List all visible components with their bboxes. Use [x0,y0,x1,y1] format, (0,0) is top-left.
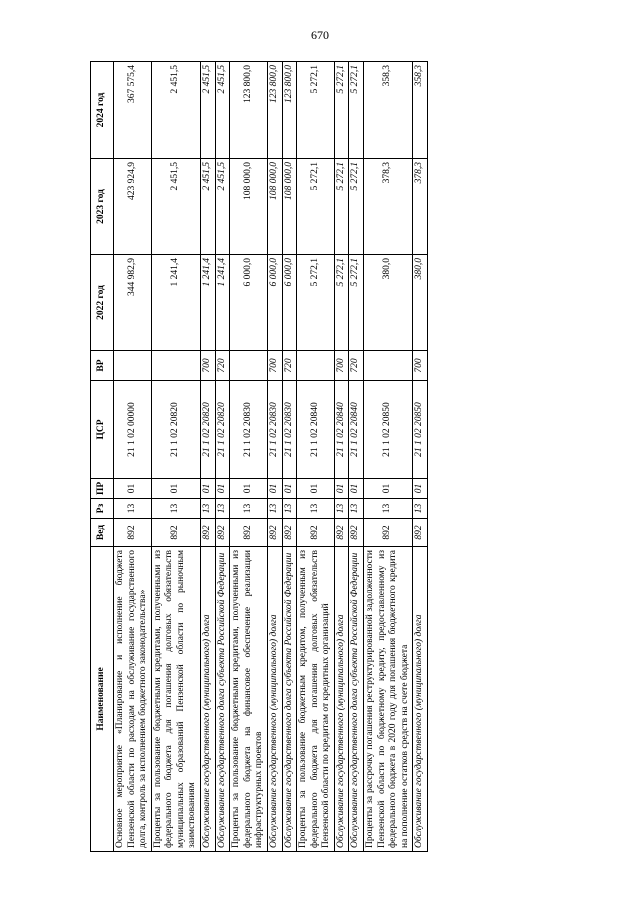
row-ved: 892 [363,519,412,547]
row-pr: 01 [151,479,200,499]
table-row [114,62,152,852]
row-2022: 6 000,0 [230,255,268,351]
row-ved: 892 [282,519,297,547]
row-ved: 892 [230,519,268,547]
row-ved: 892 [151,519,200,547]
row-2024: 5 272,1 [349,62,364,159]
row-2024: 358,3 [413,62,428,159]
row-csr: 21 1 02 20820 [215,381,230,479]
header-2024: 2024 год [91,62,114,159]
row-2022: 5 272,1 [334,255,349,351]
row-name: Обслуживание государственного долга субъекта Российской Федерации [349,547,364,852]
row-vr [151,351,200,381]
row-ved: 892 [215,519,230,547]
row-ved: 892 [114,519,152,547]
header-ved: Вед [91,519,114,547]
table-row [151,62,200,852]
header-2023: 2023 год [91,159,114,255]
header-name: Наименование [91,547,114,852]
row-2022: 6 000,0 [267,255,282,351]
row-rz: 13 [349,499,364,519]
row-rz: 13 [363,499,412,519]
row-csr: 21 1 02 20830 [267,381,282,479]
row-csr: 21 1 02 20850 [363,381,412,479]
row-rz: 13 [215,499,230,519]
row-vr: 700 [413,351,428,381]
row-2022: 1 241,4 [151,255,200,351]
row-vr: 720 [215,351,230,381]
row-rz: 13 [151,499,200,519]
header-csr: ЦСР [91,381,114,479]
row-2024: 123 800,0 [230,62,268,159]
row-2024: 5 272,1 [297,62,335,159]
table-row [267,62,282,852]
row-pr: 01 [267,479,282,499]
row-name: Проценты за пользование бюджетным кредитом, полученным из федерального бюджета для погашения долговых обязательств Пензенской области по кредитам от кредитных организаций [297,547,335,852]
row-2022: 6 000,0 [282,255,297,351]
row-rz: 13 [334,499,349,519]
row-rz: 13 [267,499,282,519]
row-name: Обслуживание государственного долга субъекта Российской Федерации [215,547,230,852]
row-2024: 2 451,5 [151,62,200,159]
row-vr: 700 [334,351,349,381]
table-row [201,62,216,852]
row-name: Обслуживание государственного (муниципального) долга [267,547,282,852]
header-rz: Рз [91,499,114,519]
row-name: Основное мероприятие «Планирование и исполнение бюджета Пензенской области по расходам на обслуживание государственного долга, контроль за исполнением бюджетного законодательства» [114,547,152,852]
row-2022: 380,0 [363,255,412,351]
row-2024: 2 451,5 [201,62,216,159]
row-pr: 01 [114,479,152,499]
table-row [282,62,297,852]
row-ved: 892 [267,519,282,547]
row-2024: 5 272,1 [334,62,349,159]
row-csr: 21 1 02 00000 [114,381,152,479]
row-2023: 423 924,9 [114,159,152,255]
row-pr: 01 [297,479,335,499]
row-ved: 892 [413,519,428,547]
row-2024: 358,3 [363,62,412,159]
row-csr: 21 1 02 20840 [297,381,335,479]
rotated-table-container [90,62,550,852]
row-2023: 378,3 [413,159,428,255]
row-2023: 378,3 [363,159,412,255]
row-csr: 21 1 02 20830 [282,381,297,479]
row-2023: 2 451,5 [151,159,200,255]
row-csr: 21 1 02 20840 [349,381,364,479]
row-rz: 13 [230,499,268,519]
row-csr: 21 1 02 20840 [334,381,349,479]
row-name: Обслуживание государственного (муниципального) долга [201,547,216,852]
row-2022: 344 982,9 [114,255,152,351]
row-csr: 21 1 02 20830 [230,381,268,479]
header-row [91,62,114,852]
row-pr: 01 [230,479,268,499]
row-vr: 700 [267,351,282,381]
row-ved: 892 [201,519,216,547]
row-pr: 01 [363,479,412,499]
row-ved: 892 [349,519,364,547]
header-vr: ВР [91,351,114,381]
row-2022: 1 241,4 [201,255,216,351]
row-csr: 21 1 02 20850 [413,381,428,479]
row-rz: 13 [114,499,152,519]
table-row [349,62,364,852]
row-2023: 108 000,0 [267,159,282,255]
row-ved: 892 [334,519,349,547]
row-2022: 1 241,4 [215,255,230,351]
row-name: Проценты за пользование бюджетными кредитами, полученными из федерального бюджета для погашения долговых обязательств муниципальных образований Пензенской области по рыночным заимствованиям [151,547,200,852]
row-2024: 2 451,5 [215,62,230,159]
row-2022: 5 272,1 [349,255,364,351]
row-name: Проценты за пользование бюджетными кредитами, полученными из федерального бюджета на финансовое обеспечение реализации инфраструктурных проектов [230,547,268,852]
row-name: Обслуживание государственного (муниципального) долга [413,547,428,852]
row-2023: 5 272,1 [297,159,335,255]
row-vr: 720 [282,351,297,381]
header-2022: 2022 год [91,255,114,351]
row-name: Обслуживание государственного (муниципального) долга [334,547,349,852]
table-row [334,62,349,852]
row-csr: 21 1 02 20820 [151,381,200,479]
row-vr: 720 [349,351,364,381]
row-pr: 01 [349,479,364,499]
budget-table [90,61,428,852]
row-pr: 01 [201,479,216,499]
page-number: 670 [311,28,329,42]
row-2022: 5 272,1 [297,255,335,351]
row-vr [230,351,268,381]
row-2023: 5 272,1 [334,159,349,255]
row-2024: 123 800,0 [282,62,297,159]
row-vr [297,351,335,381]
row-rz: 13 [201,499,216,519]
row-ved: 892 [297,519,335,547]
row-2024: 123 800,0 [267,62,282,159]
row-2023: 108 000,0 [230,159,268,255]
table-row [413,62,428,852]
row-2024: 367 575,4 [114,62,152,159]
row-vr [114,351,152,381]
row-name: Обслуживание государственного долга субъекта Российской Федерации [282,547,297,852]
row-2022: 380,0 [413,255,428,351]
row-2023: 108 000,0 [282,159,297,255]
row-name: Проценты за рассрочку погашения реструктурированной задолженности Пензенской области по бюджетному кредиту, предоставленному из федерального бюджета в 2020 году для погашения бюджетного кредита на пополнение остатков средств на счете бюджета [363,547,412,852]
row-vr: 700 [201,351,216,381]
row-pr: 01 [215,479,230,499]
row-pr: 01 [334,479,349,499]
table-row [363,62,412,852]
row-rz: 13 [297,499,335,519]
row-2023: 2 451,5 [201,159,216,255]
table-row [297,62,335,852]
row-pr: 01 [282,479,297,499]
header-pr: ПР [91,479,114,499]
table-row [215,62,230,852]
row-pr: 01 [413,479,428,499]
row-rz: 13 [282,499,297,519]
row-csr: 21 1 02 20820 [201,381,216,479]
row-rz: 13 [413,499,428,519]
row-2023: 2 451,5 [215,159,230,255]
table-row [230,62,268,852]
row-2023: 5 272,1 [349,159,364,255]
row-vr [363,351,412,381]
